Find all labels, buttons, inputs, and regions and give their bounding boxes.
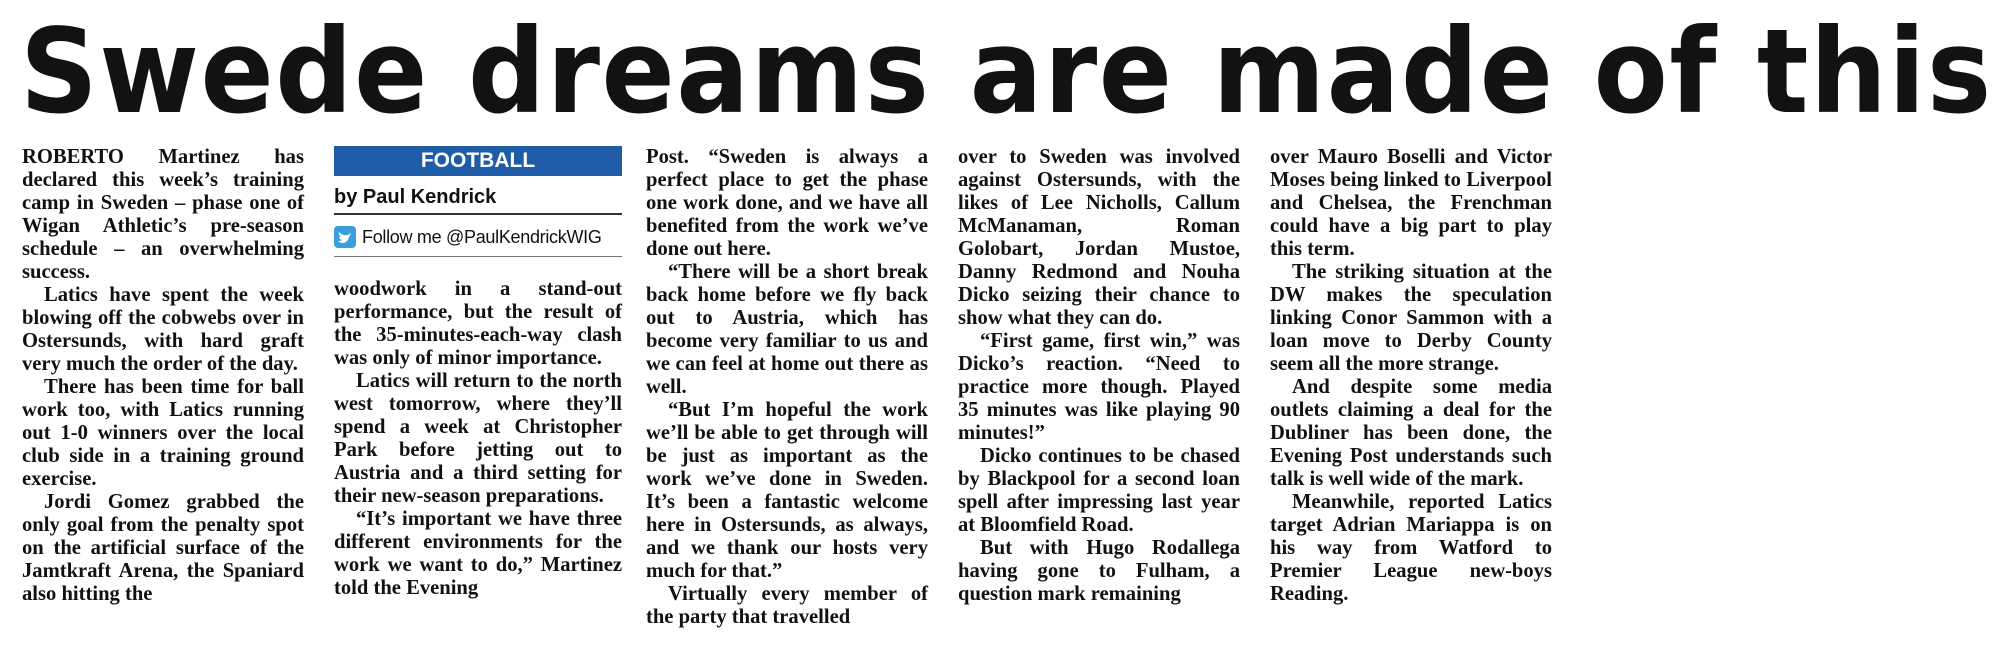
article-paragraph: ROBERTO Martinez has declared this week’s training camp in Sweden – phase one of Wigan Athletic’s pre-season schedule – an overwhelming success. bbox=[22, 146, 304, 283]
article-paragraph: Dicko continues to be chased by Blackpool for a second loan spell after impressing last year at Bloomfield Road. bbox=[958, 445, 1240, 536]
section-tag: FOOTBALL bbox=[334, 146, 622, 176]
article-paragraph: “There will be a short break back home before we fly back out to Austria, which has become very familiar to us and we can feel at home out there as well. bbox=[646, 261, 928, 398]
article-column-3 bbox=[646, 146, 928, 646]
article-column-1 bbox=[22, 146, 304, 646]
follow-text: Follow me @PaulKendrickWIG bbox=[362, 226, 602, 247]
article-paragraph: over Mauro Boselli and Victor Moses being linked to Liverpool and Chelsea, the Frenchman could have a big part to play this term. bbox=[1270, 146, 1552, 260]
article-paragraph: There has been time for ball work too, with Latics running out 1-0 winners over the local club side in a training ground exercise. bbox=[22, 376, 304, 490]
article-column-2 bbox=[334, 146, 622, 646]
article-paragraph: woodwork in a stand-out performance, but the result of the 35-minutes-each-way clash was only of minor importance. bbox=[334, 278, 622, 369]
twitter-follow[interactable] bbox=[334, 222, 622, 257]
article-paragraph: “It’s important we have three different environments for the work we want to do,” Martinez told the Evening bbox=[334, 508, 622, 599]
article-paragraph: “But I’m hopeful the work we’ll be able to get through will be just as important as the work we’ve done in Sweden. It’s been a fantastic welcome here in Ostersunds, as always, and we thank our hosts very much for that.” bbox=[646, 399, 928, 582]
article-paragraph: Virtually every member of the party that travelled bbox=[646, 583, 928, 628]
article-column-5 bbox=[1270, 146, 1552, 646]
article-paragraph: Latics will return to the north west tomorrow, where they’ll spend a week at Christopher Park before jetting out to Austria and a third setting for their new-season preparations. bbox=[334, 370, 622, 507]
article-paragraph: Latics have spent the week blowing off the cobwebs over in Ostersunds, with hard graft very much the order of the day. bbox=[22, 284, 304, 375]
article-paragraph: “First game, first win,” was Dicko’s reaction. “Need to practice more though. Played 35 minutes was like playing 90 minutes!” bbox=[958, 330, 1240, 444]
article-paragraph: Post. “Sweden is always a perfect place to get the phase one work done, and we have all benefited from the work we’ve done out here. bbox=[646, 146, 928, 260]
article-paragraph: over to Sweden was involved against Ostersunds, with the likes of Lee Nicholls, Callum McManaman, Roman Golobart, Jordan Mustoe, Danny Redmond and Nouha Dicko seizing their chance to show what they can do. bbox=[958, 146, 1240, 329]
headline: Swede dreams are made of this bbox=[20, 4, 1993, 140]
article-paragraph: Meanwhile, reported Latics target Adrian Mariappa is on his way from Watford to Premier League new-boys Reading. bbox=[1270, 491, 1552, 605]
article-paragraph: The striking situation at the DW makes the speculation linking Conor Sammon with a loan move to Derby County seem all the more strange. bbox=[1270, 261, 1552, 375]
article-column-4 bbox=[958, 146, 1240, 646]
article-paragraph: But with Hugo Rodallega having gone to Fulham, a question mark remaining bbox=[958, 537, 1240, 605]
article-paragraph: And despite some media outlets claiming a deal for the Dubliner has been done, the Evening Post understands such talk is well wide of the mark. bbox=[1270, 376, 1552, 490]
byline: by Paul Kendrick bbox=[334, 185, 622, 215]
twitter-icon bbox=[334, 226, 356, 248]
article-paragraph: Jordi Gomez grabbed the only goal from the penalty spot on the artificial surface of the Jamtkraft Arena, the Spaniard also hitting the bbox=[22, 491, 304, 605]
